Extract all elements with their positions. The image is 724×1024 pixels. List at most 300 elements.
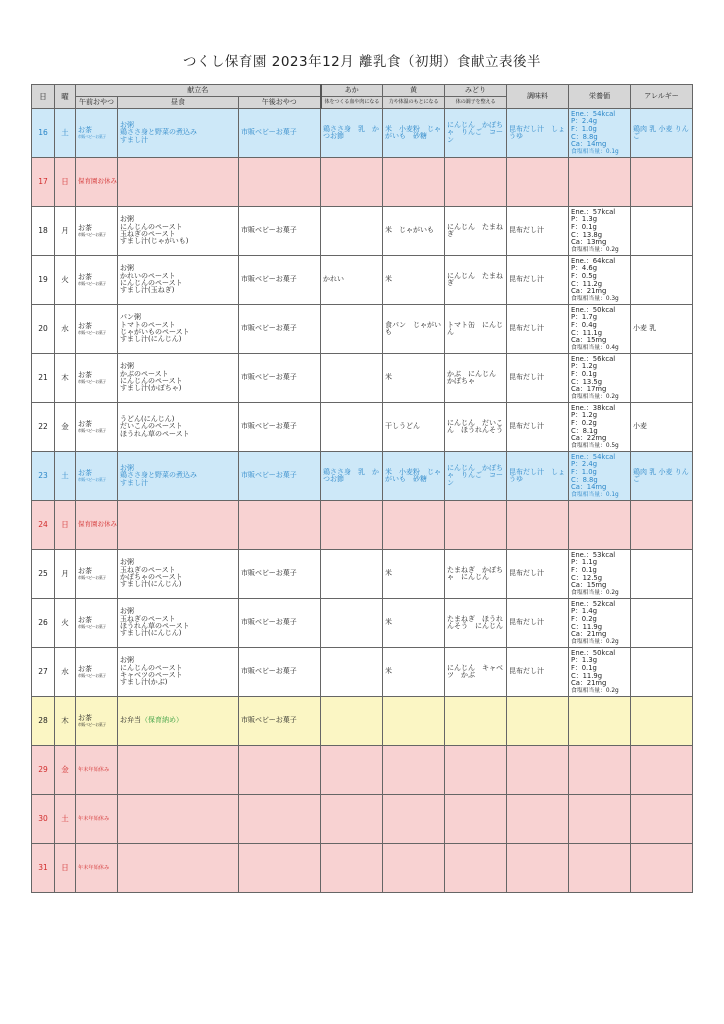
red-food-cell: かれい bbox=[321, 256, 383, 305]
am-snack-cell bbox=[76, 550, 118, 599]
nutrition-cell bbox=[569, 109, 631, 158]
am-snack-label: お茶 bbox=[78, 273, 92, 282]
day-cell: 19 bbox=[32, 256, 55, 305]
allergy-cell bbox=[631, 207, 693, 256]
day-cell: 21 bbox=[32, 354, 55, 403]
lunch-item: すまし汁(にんじん) bbox=[120, 629, 182, 638]
table-row bbox=[32, 256, 693, 305]
red-food-cell: 鶏ささ身 乳 かつお節 bbox=[321, 452, 383, 501]
nutrition-line: Ca：17mg bbox=[571, 385, 607, 394]
seasoning-cell: 昆布だし汁 bbox=[507, 256, 569, 305]
am-snack-cell bbox=[76, 256, 118, 305]
green-food-cell: たまねぎ かぼちゃ にんじん bbox=[445, 550, 507, 599]
nutrition-line: Ca：14mg bbox=[571, 140, 607, 149]
pm-snack-cell bbox=[239, 844, 321, 893]
green-food-cell: たまねぎ ほうれんそう にんじん bbox=[445, 599, 507, 648]
lunch-item: パン粥 bbox=[120, 313, 141, 322]
nutrition-line: Ca：22mg bbox=[571, 434, 607, 443]
salt-line: 食塩相当量：0.1g bbox=[571, 491, 619, 498]
lunch-item: かれいのペースト bbox=[120, 271, 176, 280]
red-food-cell bbox=[321, 795, 383, 844]
lunch-note-green: （保育納め） bbox=[141, 716, 183, 725]
am-snack-label: お茶 bbox=[78, 469, 92, 478]
am-snack-cell bbox=[76, 207, 118, 256]
red-food-cell bbox=[321, 305, 383, 354]
yellow-food-cell bbox=[383, 844, 445, 893]
red-food-cell bbox=[321, 844, 383, 893]
lunch-item: すまし汁(かぶ) bbox=[120, 678, 168, 687]
seasoning-cell: 昆布だし汁 bbox=[507, 599, 569, 648]
table-body bbox=[32, 109, 693, 893]
allergy-cell: 小麦 bbox=[631, 403, 693, 452]
nutrition-cell bbox=[569, 697, 631, 746]
allergy-cell bbox=[631, 599, 693, 648]
nutrition-line: P：1.1g bbox=[571, 558, 598, 567]
allergy-cell bbox=[631, 746, 693, 795]
nutrition-cell bbox=[569, 795, 631, 844]
seasoning-cell: 昆布だし汁 bbox=[507, 550, 569, 599]
table-row bbox=[32, 550, 693, 599]
nutrition-line: P：1.3g bbox=[571, 656, 598, 665]
yellow-food-cell bbox=[383, 697, 445, 746]
lunch-item: 鶏ささ身と野菜の煮込み bbox=[120, 471, 197, 480]
yellow-food-cell: 食パン じゃがいも bbox=[383, 305, 445, 354]
seasoning-cell bbox=[507, 844, 569, 893]
lunch-cell bbox=[118, 452, 239, 501]
pm-snack-cell: 市販ベビーお菓子 bbox=[239, 550, 321, 599]
am-snack-cell bbox=[76, 354, 118, 403]
salt-line: 食塩相当量：0.1g bbox=[571, 148, 619, 155]
nutrition-line: Ca：21mg bbox=[571, 287, 607, 296]
green-food-cell: にんじん たまねぎ bbox=[445, 207, 507, 256]
nutrition-line: Ene.：53kcal bbox=[571, 550, 616, 559]
nutrition-line: Ca：15mg bbox=[571, 581, 607, 590]
red-food-cell bbox=[321, 746, 383, 795]
green-food-cell: にんじん だいこん ほうれんそう bbox=[445, 403, 507, 452]
weekday-cell: 日 bbox=[55, 844, 76, 893]
table-header bbox=[32, 85, 693, 109]
pm-snack-cell: 市販ベビーお菓子 bbox=[239, 109, 321, 158]
am-snack-label: お茶 bbox=[78, 567, 92, 576]
allergy-cell: 小麦 乳 bbox=[631, 305, 693, 354]
day-cell: 16 bbox=[32, 109, 55, 158]
nutrition-cell bbox=[569, 599, 631, 648]
nutrition-line: P：2.4g bbox=[571, 117, 598, 126]
nutrition-line: P：4.6g bbox=[571, 264, 598, 273]
pm-snack-cell bbox=[239, 501, 321, 550]
header-allergy: アレルギー bbox=[631, 85, 693, 109]
weekday-cell: 水 bbox=[55, 305, 76, 354]
red-food-cell bbox=[321, 501, 383, 550]
green-food-cell bbox=[445, 746, 507, 795]
lunch-item: お粥 bbox=[120, 656, 134, 665]
nutrition-line: C：11.9g bbox=[571, 622, 603, 631]
day-cell: 20 bbox=[32, 305, 55, 354]
yellow-food-cell: 米 bbox=[383, 354, 445, 403]
table-row bbox=[32, 599, 693, 648]
nutrition-line: F：1.0g bbox=[571, 467, 597, 476]
am-snack-label: お茶 bbox=[78, 224, 92, 233]
table-row bbox=[32, 354, 693, 403]
nutrition-line: P：1.7g bbox=[571, 313, 598, 322]
weekday-cell: 水 bbox=[55, 648, 76, 697]
green-food-cell bbox=[445, 795, 507, 844]
pm-snack-cell: 市販ベビーお菓子 bbox=[239, 207, 321, 256]
lunch-item: にんじんのペースト bbox=[120, 222, 183, 231]
lunch-note: お弁当 bbox=[120, 716, 141, 725]
table-row bbox=[32, 207, 693, 256]
header-day: 日 bbox=[32, 85, 55, 109]
nutrition-line: C：12.5g bbox=[571, 573, 603, 582]
nutrition-cell bbox=[569, 158, 631, 207]
seasoning-cell: 昆布だし汁 しょうゆ bbox=[507, 452, 569, 501]
day-cell: 22 bbox=[32, 403, 55, 452]
table-row bbox=[32, 648, 693, 697]
lunch-item: かぶのペースト bbox=[120, 369, 169, 378]
am-snack-sub: 市販ベビーお菓子 bbox=[78, 476, 106, 482]
lunch-cell bbox=[118, 158, 239, 207]
day-cell: 18 bbox=[32, 207, 55, 256]
nutrition-line: Ene.：38kcal bbox=[571, 403, 616, 412]
lunch-cell bbox=[118, 354, 239, 403]
am-snack-sub: 市販ベビーお菓子 bbox=[78, 721, 106, 727]
yellow-food-cell: 干しうどん bbox=[383, 403, 445, 452]
day-cell: 17 bbox=[32, 158, 55, 207]
header-red-sub: 体をつくる血や肉になる bbox=[321, 97, 383, 109]
nutrition-line: C：8.8g bbox=[571, 132, 598, 141]
seasoning-cell bbox=[507, 501, 569, 550]
pm-snack-cell: 市販ベビーお菓子 bbox=[239, 599, 321, 648]
am-snack-sub: 市販ベビーお菓子 bbox=[78, 280, 106, 286]
allergy-cell: 鶏肉 乳 小麦 りんご bbox=[631, 109, 693, 158]
lunch-cell bbox=[118, 256, 239, 305]
nutrition-line: Ene.：50kcal bbox=[571, 305, 616, 314]
nutrition-cell bbox=[569, 256, 631, 305]
nutrition-line: Ene.：57kcal bbox=[571, 207, 616, 216]
am-snack-label: お茶 bbox=[78, 714, 92, 723]
am-snack-cell bbox=[76, 305, 118, 354]
holiday-label: 年末年始休み bbox=[78, 865, 110, 872]
yellow-food-cell bbox=[383, 501, 445, 550]
pm-snack-cell: 市販ベビーお菓子 bbox=[239, 403, 321, 452]
nutrition-line: F：0.4g bbox=[571, 320, 597, 329]
am-snack-sub: 市販ベビーお菓子 bbox=[78, 623, 106, 629]
lunch-item: お粥 bbox=[120, 362, 134, 371]
am-snack-cell bbox=[76, 697, 118, 746]
day-cell: 23 bbox=[32, 452, 55, 501]
nutrition-cell bbox=[569, 746, 631, 795]
day-cell: 28 bbox=[32, 697, 55, 746]
nutrition-line: F：0.5g bbox=[571, 271, 597, 280]
header-yellow-sub: 力や体温のもとになる bbox=[383, 97, 445, 109]
nutrition-cell bbox=[569, 452, 631, 501]
red-food-cell bbox=[321, 697, 383, 746]
allergy-cell bbox=[631, 550, 693, 599]
yellow-food-cell: 米 小麦粉 じゃがいも 砂糖 bbox=[383, 109, 445, 158]
lunch-item: にんじんのペースト bbox=[120, 377, 183, 385]
allergy-cell bbox=[631, 256, 693, 305]
lunch-item: 玉ねぎのペースト bbox=[120, 614, 176, 623]
pm-snack-cell: 市販ベビーお菓子 bbox=[239, 452, 321, 501]
holiday-label: 年末年始休み bbox=[78, 767, 110, 774]
yellow-food-cell: 米 bbox=[383, 599, 445, 648]
weekday-cell: 木 bbox=[55, 354, 76, 403]
allergy-cell bbox=[631, 648, 693, 697]
red-food-cell bbox=[321, 648, 383, 697]
weekday-cell: 日 bbox=[55, 158, 76, 207]
nutrition-line: F：1.0g bbox=[571, 124, 597, 133]
seasoning-cell: 昆布だし汁 bbox=[507, 207, 569, 256]
lunch-cell bbox=[118, 305, 239, 354]
table-row bbox=[32, 844, 693, 893]
allergy-cell bbox=[631, 501, 693, 550]
lunch-item: トマトのペースト bbox=[120, 320, 176, 329]
header-yellow: 黄 bbox=[383, 85, 445, 97]
yellow-food-cell: 米 bbox=[383, 648, 445, 697]
yellow-food-cell: 米 bbox=[383, 550, 445, 599]
weekday-cell: 火 bbox=[55, 256, 76, 305]
am-snack-sub: 市販ベビーお菓子 bbox=[78, 329, 106, 335]
lunch-cell bbox=[118, 501, 239, 550]
green-food-cell bbox=[445, 844, 507, 893]
green-food-cell: にんじん かぼちゃ りんご コーン bbox=[445, 452, 507, 501]
lunch-item: すまし汁(かぼちゃ) bbox=[120, 384, 182, 393]
am-snack-cell bbox=[76, 844, 118, 893]
nutrition-cell bbox=[569, 844, 631, 893]
lunch-item: キャベツのペースト bbox=[120, 671, 183, 679]
lunch-item: かぼちゃのペースト bbox=[120, 573, 183, 581]
am-snack-sub: 市販ベビーお菓子 bbox=[78, 231, 106, 237]
lunch-item: 鶏ささ身と野菜の煮込み bbox=[120, 128, 197, 137]
allergy-cell bbox=[631, 795, 693, 844]
nutrition-line: Ca：21mg bbox=[571, 679, 607, 688]
salt-line: 食塩相当量：0.2g bbox=[571, 393, 619, 400]
am-snack-sub: 市販ベビーお菓子 bbox=[78, 574, 106, 580]
nutrition-line: C：11.2g bbox=[571, 279, 603, 288]
am-snack-cell bbox=[76, 648, 118, 697]
yellow-food-cell bbox=[383, 158, 445, 207]
salt-line: 食塩相当量：0.2g bbox=[571, 638, 619, 645]
weekday-cell: 木 bbox=[55, 697, 76, 746]
seasoning-cell: 昆布だし汁 bbox=[507, 305, 569, 354]
am-snack-label: お茶 bbox=[78, 371, 92, 380]
green-food-cell: かぶ にんじん かぼちゃ bbox=[445, 354, 507, 403]
nutrition-line: Ca：14mg bbox=[571, 483, 607, 492]
lunch-item: 玉ねぎのペースト bbox=[120, 565, 176, 574]
lunch-cell bbox=[118, 648, 239, 697]
nutrition-line: P：2.4g bbox=[571, 460, 598, 469]
pm-snack-cell: 市販ベビーお菓子 bbox=[239, 256, 321, 305]
am-snack-cell bbox=[76, 501, 118, 550]
lunch-cell bbox=[118, 844, 239, 893]
nutrition-line: C：11.9g bbox=[571, 671, 603, 680]
table-row bbox=[32, 795, 693, 844]
am-snack-sub: 市販ベビーお菓子 bbox=[78, 133, 106, 139]
allergy-cell: 鶏肉 乳 小麦 りんご bbox=[631, 452, 693, 501]
pm-snack-cell bbox=[239, 158, 321, 207]
weekday-cell: 土 bbox=[55, 109, 76, 158]
yellow-food-cell: 米 じゃがいも bbox=[383, 207, 445, 256]
lunch-cell bbox=[118, 697, 239, 746]
am-snack-label: お茶 bbox=[78, 126, 92, 135]
holiday-label: 保育園お休み bbox=[78, 520, 117, 529]
weekday-cell: 土 bbox=[55, 452, 76, 501]
lunch-cell bbox=[118, 550, 239, 599]
table-row bbox=[32, 746, 693, 795]
lunch-item: にんじんのペースト bbox=[120, 279, 183, 287]
lunch-item: にんじんのペースト bbox=[120, 663, 183, 672]
day-cell: 24 bbox=[32, 501, 55, 550]
nutrition-line: Ene.：50kcal bbox=[571, 648, 616, 657]
lunch-item: すまし汁(玉ねぎ) bbox=[120, 286, 175, 295]
nutrition-cell bbox=[569, 305, 631, 354]
table-row bbox=[32, 501, 693, 550]
green-food-cell bbox=[445, 501, 507, 550]
lunch-item: お粥 bbox=[120, 264, 134, 273]
seasoning-cell bbox=[507, 795, 569, 844]
am-snack-label: お茶 bbox=[78, 616, 92, 625]
pm-snack-cell bbox=[239, 746, 321, 795]
lunch-item: すまし汁(にんじん) bbox=[120, 580, 182, 589]
pm-snack-cell: 市販ベビーお菓子 bbox=[239, 648, 321, 697]
am-snack-cell bbox=[76, 403, 118, 452]
header-green: みどり bbox=[445, 85, 507, 97]
lunch-item: お粥 bbox=[120, 215, 134, 224]
allergy-cell bbox=[631, 158, 693, 207]
lunch-item: じゃがいものペースト bbox=[120, 328, 190, 336]
header-seasoning: 調味料 bbox=[507, 85, 569, 109]
header-lunch: 昼食 bbox=[118, 97, 239, 109]
lunch-cell bbox=[118, 599, 239, 648]
header-pm-snack: 午後おやつ bbox=[239, 97, 321, 109]
lunch-item: すまし汁(じゃがいも) bbox=[120, 237, 189, 246]
table-row bbox=[32, 109, 693, 158]
am-snack-sub: 市販ベビーお菓子 bbox=[78, 672, 106, 678]
header-menu-name: 献立名 bbox=[76, 85, 321, 97]
nutrition-line: F：0.1g bbox=[571, 663, 597, 672]
nutrition-line: P：1.2g bbox=[571, 411, 598, 420]
allergy-cell bbox=[631, 354, 693, 403]
seasoning-cell: 昆布だし汁 bbox=[507, 354, 569, 403]
nutrition-line: Ene.：64kcal bbox=[571, 256, 616, 265]
nutrition-line: F：0.1g bbox=[571, 222, 597, 231]
lunch-item: お粥 bbox=[120, 463, 134, 472]
salt-line: 食塩相当量：0.4g bbox=[571, 344, 619, 351]
lunch-item: すまし汁(にんじん) bbox=[120, 335, 182, 344]
lunch-cell bbox=[118, 746, 239, 795]
nutrition-cell bbox=[569, 207, 631, 256]
nutrition-line: C：11.1g bbox=[571, 328, 603, 337]
seasoning-cell bbox=[507, 697, 569, 746]
table-row bbox=[32, 697, 693, 746]
allergy-cell bbox=[631, 697, 693, 746]
red-food-cell bbox=[321, 354, 383, 403]
holiday-label: 年末年始休み bbox=[78, 816, 110, 823]
green-food-cell: トマト缶 にんじん bbox=[445, 305, 507, 354]
salt-line: 食塩相当量：0.5g bbox=[571, 442, 619, 449]
am-snack-sub: 市販ベビーお菓子 bbox=[78, 427, 106, 433]
day-cell: 27 bbox=[32, 648, 55, 697]
table-row bbox=[32, 452, 693, 501]
pm-snack-cell bbox=[239, 795, 321, 844]
red-food-cell bbox=[321, 550, 383, 599]
salt-line: 食塩相当量：0.2g bbox=[571, 687, 619, 694]
nutrition-line: Ca：15mg bbox=[571, 336, 607, 345]
am-snack-cell bbox=[76, 599, 118, 648]
am-snack-label: お茶 bbox=[78, 420, 92, 429]
pm-snack-cell: 市販ベビーお菓子 bbox=[239, 697, 321, 746]
nutrition-cell bbox=[569, 550, 631, 599]
holiday-label: 保育園お休み bbox=[78, 177, 117, 186]
nutrition-line: F：0.2g bbox=[571, 614, 597, 623]
nutrition-line: C：13.8g bbox=[571, 230, 603, 239]
header-red: あか bbox=[321, 85, 383, 97]
am-snack-cell bbox=[76, 452, 118, 501]
am-snack-cell bbox=[76, 158, 118, 207]
lunch-cell bbox=[118, 109, 239, 158]
salt-line: 食塩相当量：0.3g bbox=[571, 295, 619, 302]
allergy-cell bbox=[631, 844, 693, 893]
seasoning-cell: 昆布だし汁 bbox=[507, 403, 569, 452]
table-row bbox=[32, 305, 693, 354]
lunch-item: お粥 bbox=[120, 558, 134, 567]
nutrition-line: C：8.8g bbox=[571, 475, 598, 484]
lunch-item: すまし汁 bbox=[120, 135, 148, 144]
day-cell: 31 bbox=[32, 844, 55, 893]
weekday-cell: 金 bbox=[55, 403, 76, 452]
pm-snack-cell: 市販ベビーお菓子 bbox=[239, 354, 321, 403]
nutrition-line: F：0.2g bbox=[571, 418, 597, 427]
nutrition-line: Ene.：54kcal bbox=[571, 109, 616, 118]
yellow-food-cell: 米 bbox=[383, 256, 445, 305]
green-food-cell: にんじん かぼちゃ りんご コーン bbox=[445, 109, 507, 158]
seasoning-cell bbox=[507, 746, 569, 795]
day-cell: 30 bbox=[32, 795, 55, 844]
weekday-cell: 月 bbox=[55, 550, 76, 599]
lunch-item: 玉ねぎのペースト bbox=[120, 230, 176, 238]
menu-table bbox=[31, 84, 693, 893]
nutrition-line: Ca：21mg bbox=[571, 630, 607, 639]
seasoning-cell: 昆布だし汁 bbox=[507, 648, 569, 697]
pm-snack-cell: 市販ベビーお菓子 bbox=[239, 305, 321, 354]
am-snack-cell bbox=[76, 746, 118, 795]
yellow-food-cell: 米 小麦粉 じゃがいも 砂糖 bbox=[383, 452, 445, 501]
seasoning-cell bbox=[507, 158, 569, 207]
lunch-cell bbox=[118, 207, 239, 256]
weekday-cell: 日 bbox=[55, 501, 76, 550]
lunch-item: お粥 bbox=[120, 607, 134, 616]
yellow-food-cell bbox=[383, 746, 445, 795]
nutrition-line: Ene.：54kcal bbox=[571, 452, 616, 461]
header-green-sub: 体の調子を整える bbox=[445, 97, 507, 109]
green-food-cell bbox=[445, 158, 507, 207]
red-food-cell: 鶏ささ身 乳 かつお節 bbox=[321, 109, 383, 158]
nutrition-line: Ca：13mg bbox=[571, 238, 607, 247]
seasoning-cell: 昆布だし汁 しょうゆ bbox=[507, 109, 569, 158]
am-snack-label: お茶 bbox=[78, 665, 92, 674]
lunch-item: すまし汁 bbox=[120, 478, 148, 487]
weekday-cell: 土 bbox=[55, 795, 76, 844]
green-food-cell: にんじん キャベツ かぶ bbox=[445, 648, 507, 697]
nutrition-cell bbox=[569, 354, 631, 403]
nutrition-line: P：1.4g bbox=[571, 607, 598, 616]
nutrition-line: C：13.5g bbox=[571, 377, 603, 386]
red-food-cell bbox=[321, 403, 383, 452]
table-row bbox=[32, 403, 693, 452]
day-cell: 26 bbox=[32, 599, 55, 648]
lunch-cell bbox=[118, 795, 239, 844]
nutrition-line: P：1.3g bbox=[571, 215, 598, 224]
